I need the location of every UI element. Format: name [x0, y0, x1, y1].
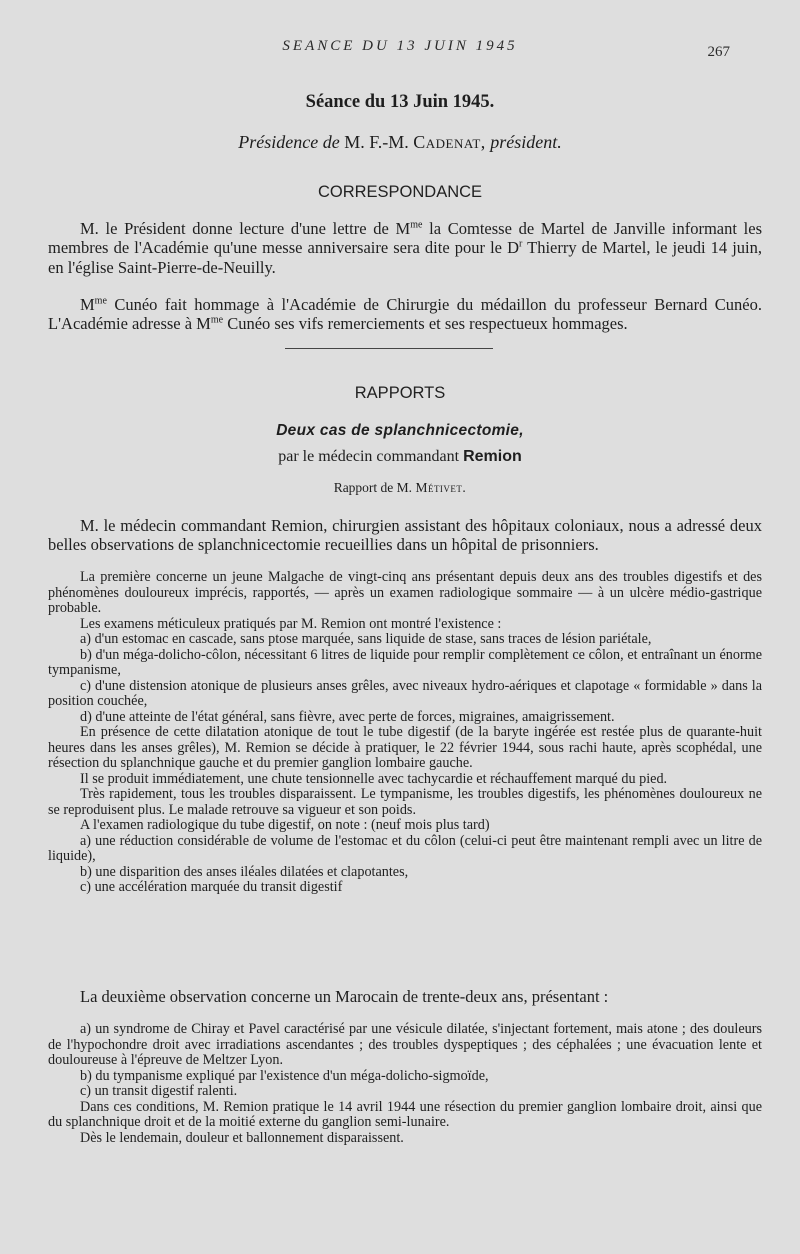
text-paragraph: En présence de cette dilatation atonique de tout le tube digestif (de la baryte ingérée est restée plus de quarante-huit heures dans les anses grêles), M. Remion se décide à pratiquer, le 22 février 1944, sous rachi haute, après scophédal, une résection du splanchnique gauche et du premier ganglion lombaire gauche.	[48, 724, 762, 771]
text-paragraph: La première concerne un jeune Malgache de vingt-cinq ans présentant depuis deux ans des troubles digestifs et des phénomènes douloureux imprécis, rapportés, — après un examen radiologique sommaire — à un ulcère médio-gastrique probable.	[48, 569, 762, 616]
text-paragraph: b) d'un méga-dolicho-côlon, nécessitant 6 litres de liquide pour remplir complètement ce côlon, et entraînant un énorme tympanisme,	[48, 646, 762, 678]
report-author-name: Remion	[463, 448, 522, 465]
running-head: SEANCE DU 13 JUIN 1945	[282, 38, 518, 54]
text-paragraph: c) une accélération marquée du transit digestif	[80, 879, 343, 895]
rapports-heading: RAPPORTS	[354, 384, 446, 402]
president-role: président.	[490, 132, 562, 152]
text-paragraph: c) un transit digestif ralenti.	[80, 1083, 238, 1099]
text-paragraph: b) une disparition des anses iléales dilatées et clapotantes,	[80, 863, 409, 880]
text-paragraph: A l'examen radiologique du tube digestif, on note : (neuf mois plus tard)	[80, 817, 490, 833]
text-paragraph: a) une réduction considérable de volume de l'estomac et du côlon (celui-ci peut être maintenant rempli avec un litre de liquide),	[48, 832, 762, 864]
text-paragraph: a) d'un estomac en cascade, sans ptose marquée, sans liquide de stase, sans traces de lésion pariétale,	[80, 631, 652, 647]
text-paragraph: c) d'une distension atonique de plusieurs anses grêles, avec niveaux hydro-aériques et clapotage « formidable » dans la position couchée,	[48, 677, 762, 709]
text-paragraph: Les examens méticuleux pratiqués par M. Remion ont montré l'existence :	[80, 615, 502, 632]
president-surname: Cadenat,	[413, 132, 486, 152]
correspondance-paragraph-1: M. le Président donne lecture d'une lettre de $M^{me}$ la Comtesse de Martel de Janville informant les membres de l'Académie qu'une messe anniversaire sera dite pour le $D^r$ Thierry de Martel, le jeudi 14 juin, en l'église Saint-Pierre-de-Neuilly.	[48, 219, 762, 277]
second-observation-intro: La deuxième observation concerne un Marocain de trente-deux ans, présentant :	[80, 987, 609, 1006]
presidence-prefix: Présidence de	[238, 132, 340, 152]
session-title: Séance du 13 Juin 1945.	[305, 92, 495, 112]
first-observation	[48, 570, 762, 896]
correspondance-heading: CORRESPONDANCE	[317, 183, 483, 201]
section-divider	[285, 348, 493, 349]
rapporteur-name: Métivet.	[415, 480, 467, 495]
correspondance-paragraph-2: $M^{me}$ Cunéo fait hommage à l'Académie de Chirurgie du médaillon du professeur Bernard Cunéo. L'Académie adresse à $M^{me}$ Cunéo ses vifs remerciements et ses respectueux hommages.	[48, 295, 762, 334]
text-paragraph: Dès le lendemain, douleur et ballonnement disparaissent.	[80, 1129, 404, 1146]
report-author-line	[0, 448, 800, 466]
text-paragraph: b) du tympanisme expliqué par l'existence d'un méga-dolicho-sigmoïde,	[80, 1067, 489, 1084]
second-observation	[48, 1022, 762, 1146]
text-paragraph: a) un syndrome de Chiray et Pavel caractérisé par une vésicule dilatée, s'injectant fortement, mais atone ; des douleurs de l'hypochondre droit avec irradiations ascendantes ; des troubles dyspeptiques ; des céphalées ; une évacuation lente et douloureuse à l'épreuve de Meltzer Lyon.	[48, 1021, 762, 1068]
text-paragraph: d) d'une atteinte de l'état général, sans fièvre, avec perte de forces, migraines, amaigrissement.	[80, 708, 615, 725]
report-title: Deux cas de splanchnicectomie,	[276, 422, 524, 439]
text-paragraph: Très rapidement, tous les troubles disparaissent. Le tympanisme, les troubles digestifs, les phénomènes douloureux ne se reproduisent plus. Le malade retrouve sa vigueur et son poids.	[48, 786, 762, 818]
report-author-prefix: par le médecin commandant	[278, 448, 460, 465]
rapporteur-prefix: Rapport de M.	[333, 480, 413, 495]
president-initials: M. F.-M.	[344, 132, 409, 152]
page-number: 267	[707, 44, 730, 60]
report-intro-paragraph: M. le médecin commandant Remion, chirurgien assistant des hôpitaux coloniaux, nous a adressé deux belles observations de splanchnicectomie recueillies dans un hôpital de prisonniers.	[48, 516, 762, 555]
text-paragraph: Il se produit immédiatement, une chute tensionnelle avec tachycardie et réchauffement marqué du pied.	[80, 770, 668, 787]
rapporteur-line	[0, 480, 800, 496]
text-paragraph: Dans ces conditions, M. Remion pratique le 14 avril 1944 une résection du premier ganglion lombaire droit, ainsi que du splanchnique droit et de la moitié externe du ganglion semi-lunaire.	[48, 1098, 762, 1130]
presidence-line	[0, 132, 800, 153]
